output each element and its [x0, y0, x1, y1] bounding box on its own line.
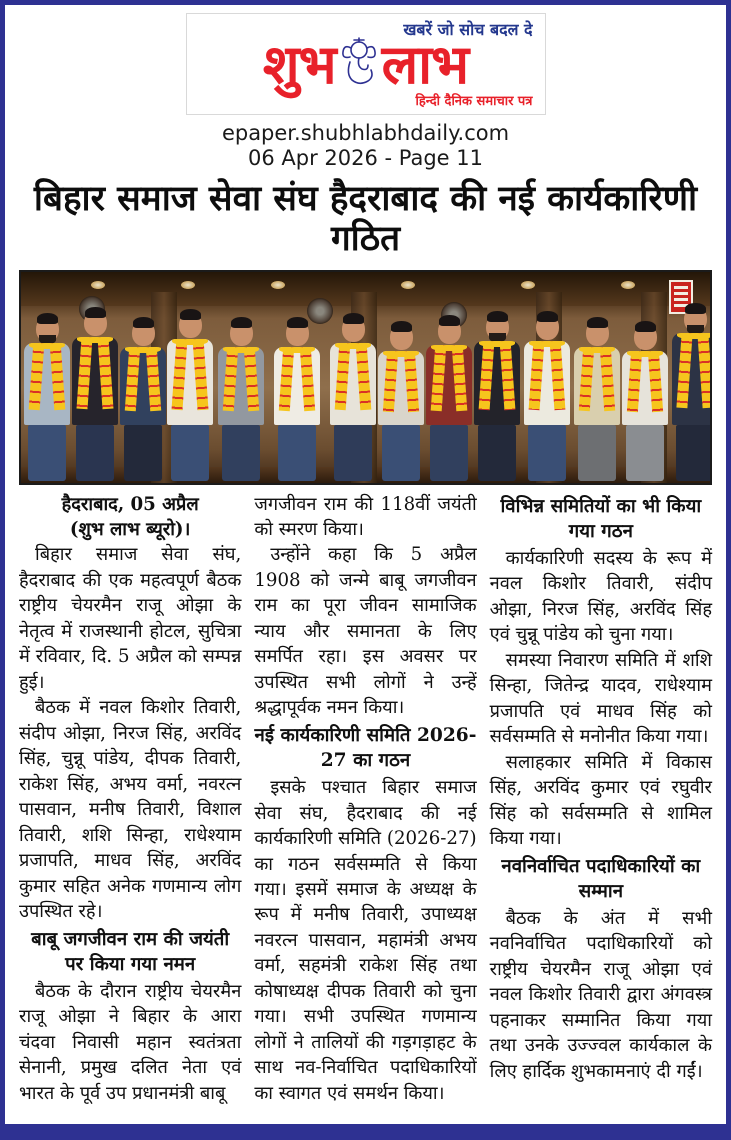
person-figure: [473, 314, 521, 481]
column-3: [490, 492, 712, 1107]
paragraph: बैठक के अंत में सभी नवनिर्वाचित पदाधिकारियों को राष्ट्रीय चेयरमैन राजू ओझा एवं नवल किशोर तिवारी द्वारा अंगवस्त्र पहनाकर सम्मानित किया गया तथा उनके उज्ज्वल कार्यकाल के लिए हार्दिक शुभकामनाएं दी गईं।: [489, 907, 712, 1082]
paragraph: समस्या निवारण समिति में शशि सिन्हा, जितेन्द्र यादव, राधेश्याम प्रजापति एवं माधव सिंह को सर्वसम्मति से मनोनीत किया गया।: [489, 649, 712, 748]
paragraph: सलाहकार समिति में विकास सिंह, अरविंद कुमार एवं रघुवीर सिंह को सर्वसम्मति से शामिल किया गया।: [489, 751, 712, 850]
paragraph: कार्यकारिणी सदस्य के रूप में नवल किशोर तिवारी, संदीप ओझा, निरज सिंह, अरविंद सिंह एवं चुन्नू पांडेय को चुना गया।: [489, 547, 712, 646]
subheading: विभिन्न समितियों का भी किया गया गठन: [500, 495, 702, 542]
person-figure: [523, 314, 571, 481]
person-figure: [329, 316, 377, 481]
person-figure: [71, 310, 119, 481]
masthead-tagline: खबरें जो सोच बदल दे: [403, 20, 533, 39]
masthead-subtitle: हिन्दी दैनिक समाचार पत्र: [415, 94, 533, 109]
person-figure: [621, 324, 669, 481]
ceiling-light: [181, 281, 195, 289]
ceiling-light: [521, 281, 535, 289]
person-figure: [273, 320, 321, 481]
logo-word-right: लाभ: [381, 33, 469, 96]
paragraph: जगजीवन राम की 118वीं जयंती को स्मरण किया।: [254, 493, 477, 540]
ceiling-light: [401, 281, 415, 289]
person-figure: [425, 318, 473, 481]
column-1: [19, 492, 241, 1107]
article-photo: [19, 270, 712, 485]
paragraph: इसके पश्चात बिहार समाज सेवा संघ, हैदराबाद की नई कार्यकारिणी समिति (2026-27) का गठन सर्वसम्मति से किया गया। इसमें समाज के अध्यक्ष के रूप में मनीष तिवारी, उपाध्यक्ष नवरत्न पासवान, महामंत्री अभय वर्मा, सहमंत्री राकेश सिंह तथा कोषाध्यक्ष दीपक तिवारी को चुना गया। सभी उपस्थित गणमान्य लोगों ने तालियों की गड़गड़ाहट के साथ नव-निर्वाचित पदाधिकारियों का स्वागत एवं समर्थन किया।: [254, 777, 477, 1104]
paragraph: बिहार समाज सेवा संघ, हैदराबाद की एक महत्वपूर्ण बैठक राष्ट्रीय चेयरमैन राजू ओझा के नेतृत्व में राजस्थानी होटल, सुचित्रा में रविवार, दि. 5 अप्रैल को सम्पन्न हुई।: [19, 544, 242, 693]
paragraph: उन्होंने कहा कि 5 अप्रैल 1908 को जन्मे बाबू जगजीवन राम का पूरा जीवन सामाजिक न्याय और समानता के लिए समर्पित रहा। इस अवसर पर उपस्थित सभी लोगों ने उन्हें श्रद्धापूर्वक नमन किया।: [254, 544, 477, 719]
subheading: बाबू जगजीवन राम की जयंती पर किया गया नमन: [31, 928, 230, 975]
person-figure: [217, 320, 265, 481]
edition-date-page: 06 Apr 2026 - Page 11: [247, 146, 483, 170]
newspaper-logo: [197, 33, 535, 96]
paragraph: बैठक में नवल किशोर तिवारी, संदीप ओझा, निरज सिंह, अरविंद सिंह, चुन्नू पांडेय, दीपक तिवारी, राकेश सिंह, अभय वर्मा, नवरत्न पासवान, मनीष तिवारी, विशाल तिवारी, शशि सिन्हा, राधेश्याम प्रजापति, माधव सिंह, अरविंद कुमार सहित अनेक गणमान्य लोग उपस्थित रहे।: [19, 697, 242, 923]
masthead: [186, 13, 546, 115]
dateline-bureau: (शुभ लाभ ब्यूरो)।: [69, 518, 191, 540]
subheading: नवनिर्वाचित पदाधिकारियों का सम्मान: [501, 855, 701, 902]
epaper-url: epaper.shubhlabhdaily.com: [221, 121, 510, 145]
person-figure: [671, 306, 712, 481]
article-body: [19, 492, 712, 1107]
ceiling-light: [621, 281, 635, 289]
person-figure: [377, 324, 425, 481]
subheading: नई कार्यकारिणी समिति 2026-27 का गठन: [254, 724, 477, 771]
column-2: [254, 492, 476, 1107]
ceiling-light: [271, 281, 285, 289]
paragraph: बैठक के दौरान राष्ट्रीय चेयरमैन राजू ओझा ने बिहार के आरा चंदवा निवासी महान स्वतंत्रता सेनानी, प्रमुख दलित नेता एवं भारत के पूर्व उप प्रधानमंत्री बाबू: [19, 980, 242, 1104]
ganesh-icon: [338, 36, 380, 94]
logo-word-left: शुभ: [262, 33, 336, 96]
person-figure: [166, 312, 214, 481]
person-figure: [573, 320, 621, 481]
article-headline: बिहार समाज सेवा संघ हैदराबाद की नई कार्यकारिणी गठित: [33, 178, 698, 260]
dateline-place: हैदराबाद, 05 अप्रैल: [61, 493, 199, 515]
ceiling-light: [91, 281, 105, 289]
person-figure: [23, 316, 71, 481]
person-figure: [119, 320, 167, 481]
